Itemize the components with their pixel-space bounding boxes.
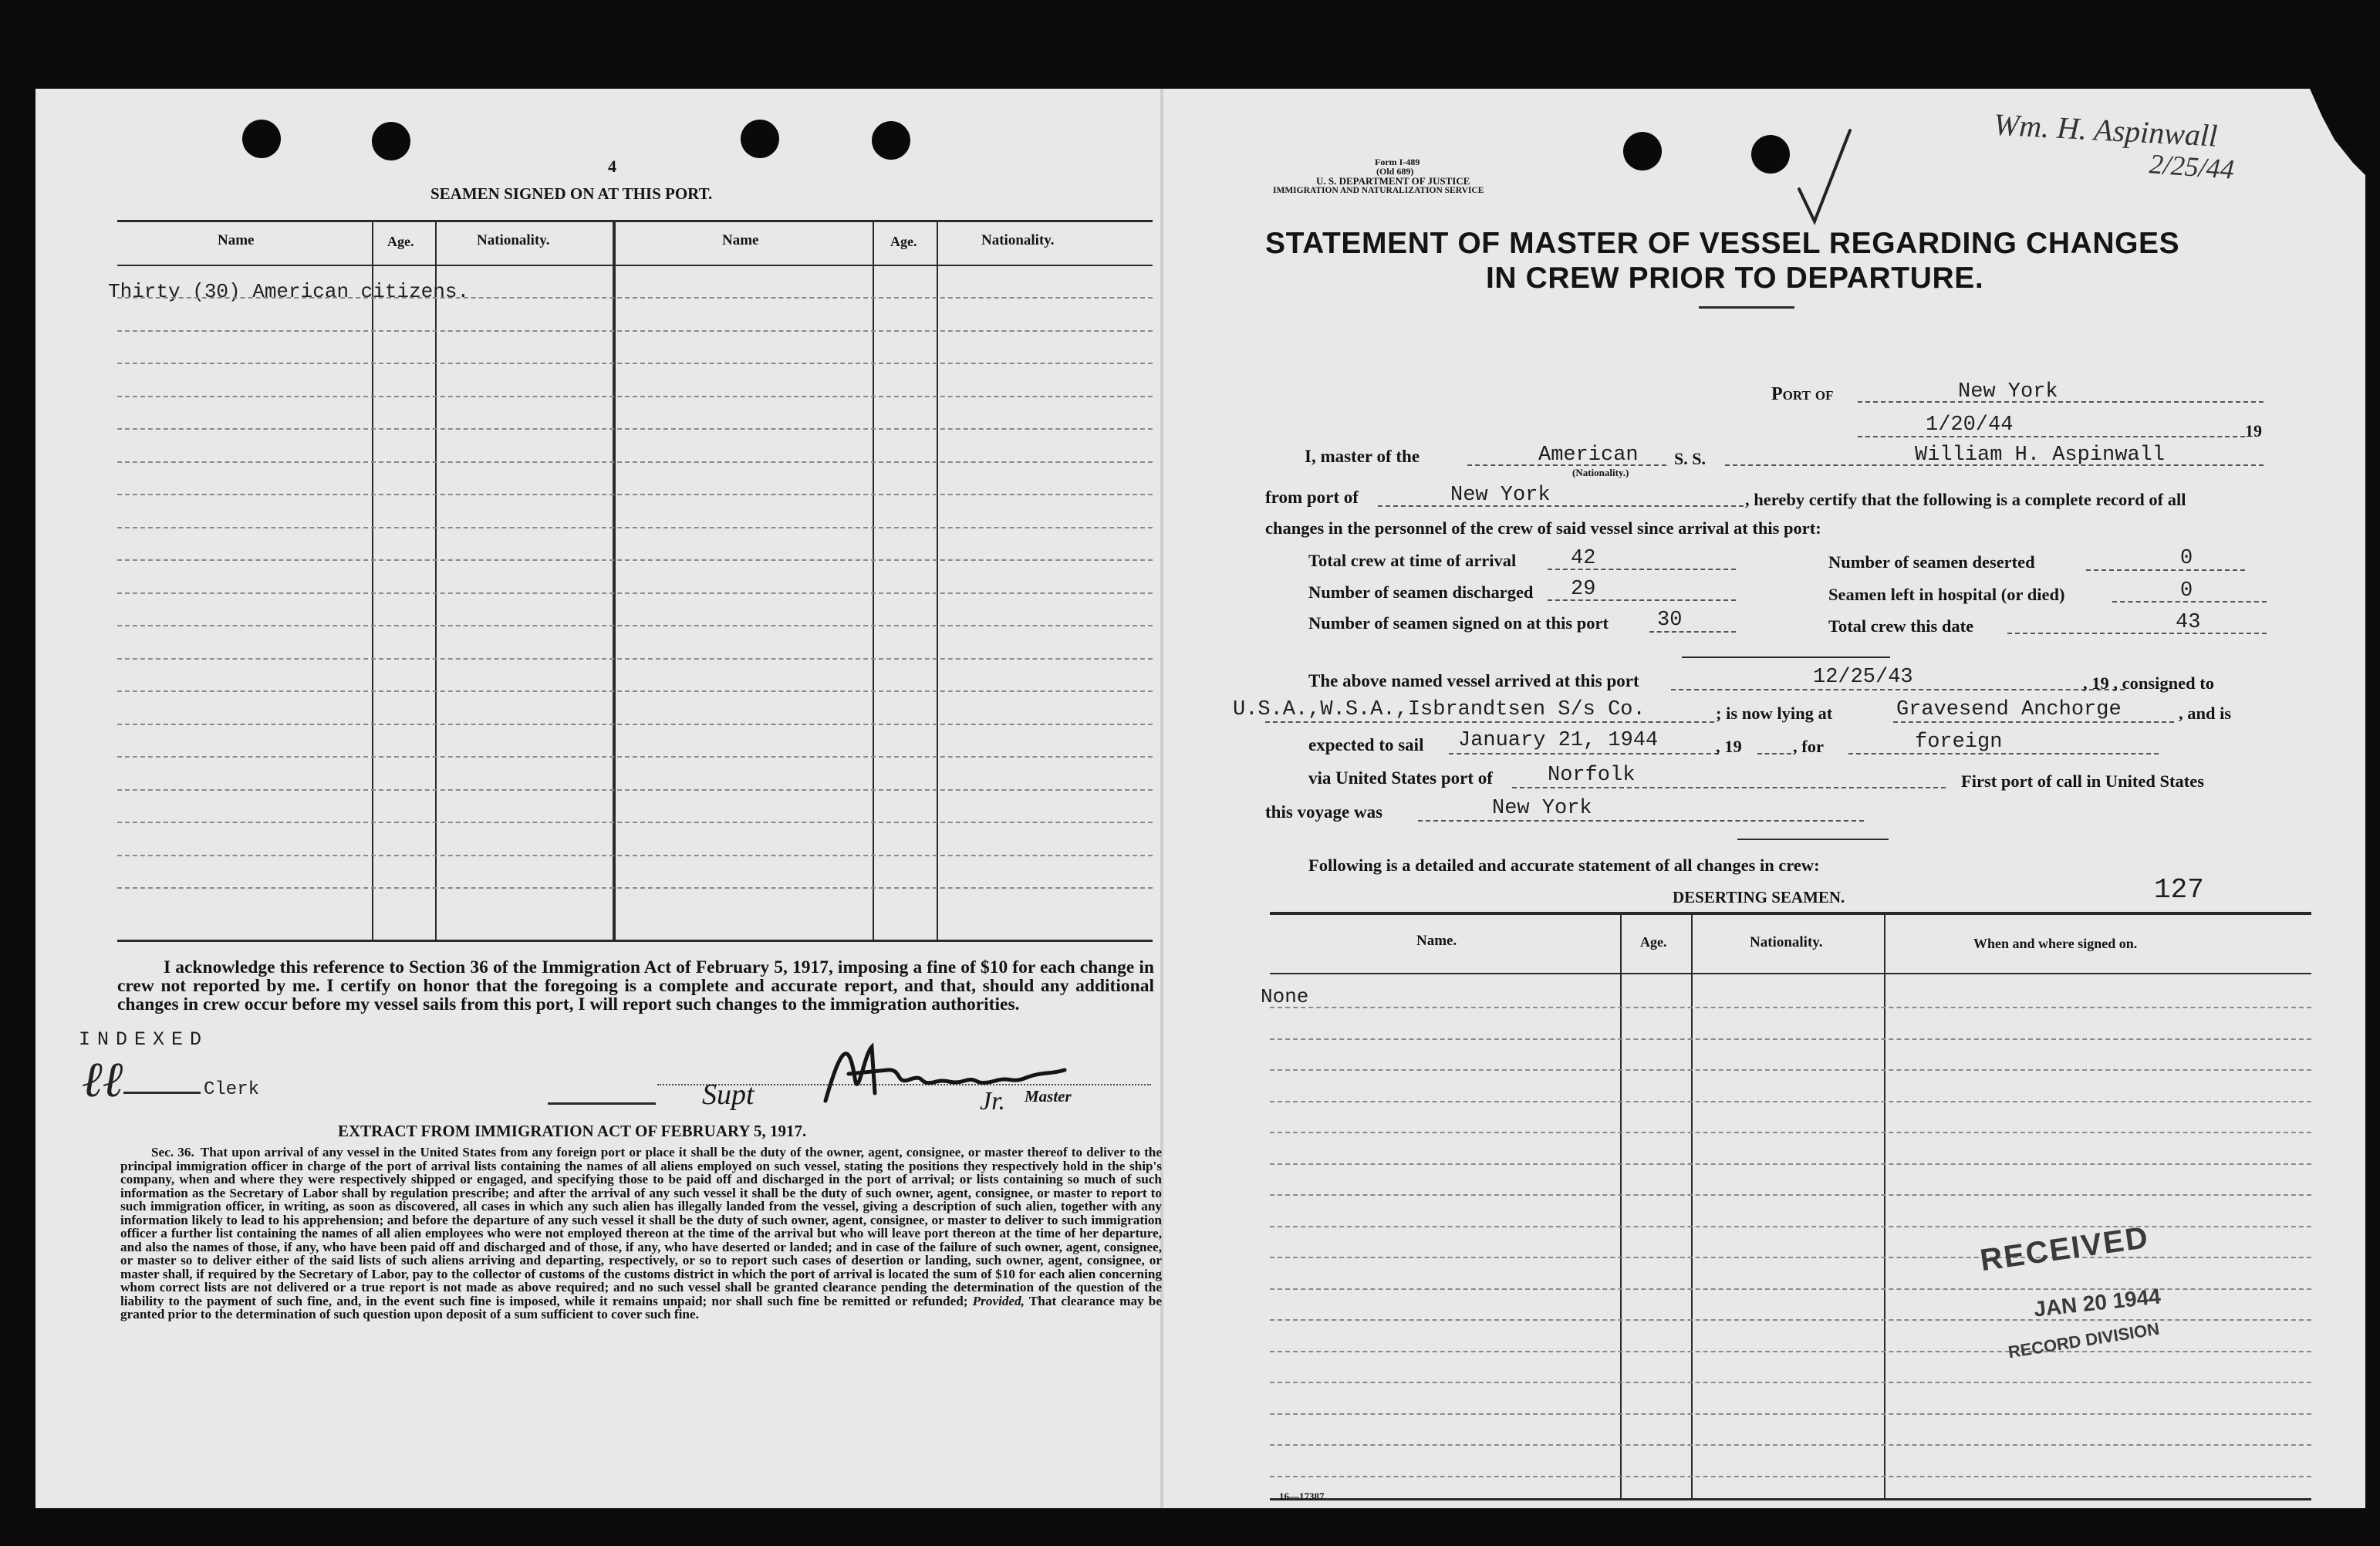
table-row-line — [1270, 1382, 2311, 1383]
nineteen-line — [1757, 753, 1791, 754]
table-row-line — [117, 690, 1153, 692]
master-signature-suffix: Jr. — [980, 1087, 1006, 1116]
extract-provided: Provided, — [972, 1293, 1025, 1308]
column-header: Name — [722, 232, 759, 248]
this-voyage-line — [1418, 820, 1864, 822]
table-row-line — [117, 396, 1153, 397]
first-port-label: First port of call in United States — [1961, 771, 2204, 791]
lying-value: Gravesend Anchorge — [1896, 698, 2122, 721]
following-label: Following is a detailed and accurate statement of all changes in crew: — [1308, 856, 1820, 875]
table-header-rule — [117, 265, 1153, 266]
table-row-line — [117, 887, 1153, 889]
page-stamp-number: 127 — [2154, 874, 2204, 906]
service: IMMIGRATION AND NATURALIZATION SERVICE — [1273, 186, 1484, 195]
total-today-label: Total crew this date — [1828, 616, 1974, 636]
handwritten-date: 2/25/44 — [2148, 148, 2236, 185]
column-header: Name. — [1416, 933, 1457, 949]
punch-hole — [372, 122, 410, 160]
table-row-line — [117, 527, 1153, 528]
via-value: Norfolk — [1548, 764, 1636, 787]
deserting-entry: None — [1261, 985, 1309, 1008]
total-today: 43 — [2176, 611, 2201, 634]
table-row-line — [1270, 1257, 2311, 1258]
table-row-line — [1270, 1069, 2311, 1071]
table-row-line — [1270, 1007, 2311, 1008]
table-top-rule — [117, 220, 1153, 222]
signed-on: 30 — [1657, 609, 1683, 632]
port-line — [1858, 401, 2264, 403]
table-row-line — [117, 592, 1153, 594]
punch-hole — [1623, 132, 1662, 170]
table-top-rule — [1270, 912, 2311, 915]
col-divider — [937, 220, 938, 941]
arrived-label: The above named vessel arrived at this port — [1308, 671, 1639, 690]
section-rule — [1737, 839, 1889, 840]
acknowledgement-text: I acknowledge this reference to Section 36 of the Immigration Act of February 5, 1917, imposing a fine of $10 for each change in crew not reported by me. I certify on honor that the foregoing is a complete and accurate report, and that, should any additional changes in crew occur before my vessel sails from this port, I will report such changes to the immigration authorities. — [117, 957, 1154, 1014]
column-header: Nationality. — [477, 232, 550, 248]
hospital: 0 — [2180, 579, 2193, 603]
table-row-line — [117, 756, 1153, 758]
vessel-value: William H. Aspinwall — [1915, 444, 2166, 467]
column-header: Nationality. — [1750, 934, 1823, 950]
extract-section: Sec. 36. — [151, 1145, 194, 1160]
consignee-value: U.S.A.,W.S.A.,Isbrandtsen S/s Co. — [1233, 698, 1646, 721]
this-voyage-value: New York — [1492, 797, 1592, 820]
date-value: 1/20/44 — [1926, 414, 2014, 437]
table-row-line — [1270, 1226, 2311, 1227]
indexed-stamp: INDEXED — [79, 1028, 209, 1051]
page-number: 4 — [608, 157, 616, 176]
discharged: 29 — [1571, 578, 1596, 601]
consignee-line — [1265, 721, 1714, 723]
column-header: Age. — [1640, 934, 1667, 950]
year-suffix: 19 — [2245, 421, 2262, 441]
via-label: via United States port of — [1308, 768, 1493, 788]
col-divider — [1620, 912, 1622, 1500]
nationality-value: American — [1538, 444, 1639, 467]
table-row-line — [1270, 1351, 2311, 1352]
handwritten-vessel-name: Wm. H. Aspinwall — [1993, 106, 2219, 154]
table-row-line — [1270, 1444, 2311, 1446]
form-number: Form I-489 — [1375, 157, 1420, 167]
port-value: New York — [1958, 380, 2058, 403]
col-divider — [435, 220, 437, 941]
master-signature-line — [548, 1102, 656, 1105]
via-line — [1512, 787, 1946, 788]
clerk-initials: ℓℓ — [82, 1052, 123, 1107]
column-header: Age. — [387, 234, 414, 249]
column-header: Nationality. — [981, 232, 1055, 248]
ss-label: S. S. — [1674, 449, 1706, 468]
discharged-label: Number of seamen discharged — [1308, 582, 1534, 602]
table-row-line — [117, 789, 1153, 791]
extract-tail: That clearance may be granted prior to the determination of such question upon deposit of a sum sufficient to cover such fine. — [120, 1293, 1162, 1322]
clerk-label: Clerk — [204, 1079, 260, 1100]
document-sheet — [35, 89, 2365, 1508]
extract-body: That upon arrival of any vessel in the United States from any foreign port or place it shall be the duty of the owner, agent, consignee, or master thereof to deliver to the principal immigration officer in charge of the port of arrival lists containing the names of all aliens employed on such vessel, stating the positions they respectively hold in the ship's company, when and where they were respectively shipped or engaged, and specifying those to be paid off and discharged in the port of arrival; or lists containing so much of such information as the Secretary of Labor shall by regulation prescribe; and after the arrival of any such vessel it shall be the duty of such owner, agent, consignee, or master to report to such immigration officer, in writing, as soon as discovered, all cases in which any such alien has illegally landed from the vessel, giving a description of such alien, together with any information likely to lead to his apprehension; and before the departure of any such vessel it shall be the duty of such owner, agent, consignee, or master to deliver to such immigration officer a further list containing the names of all alien employees who were not employed thereon at the time of the arrival but who will leave port thereon at the time of her departure, and also the names of those, if any, who have been paid off and discharged and of those, if any, who have deserted or landed; and in case of the failure of such owner, agent, consignee, or master so to deliver either of the said lists of such aliens arriving and departing, respectively, or so to report such cases of desertion or landing, such owner, agent, consignee, or master shall, if required by the Secretary of Labor, pay to the collector of customs of the customs district in which the port of arrival is located the sum of $10 for each alien concerning whom correct lists are not delivered or a true report is not made as above required; and no such vessel shall be granted clearance pending the determination of the question of the liability to the payment of such fine, and, in the event such fine is imposed, while it remains unpaid; nor shall such fine be remitted or refunded; — [120, 1145, 1162, 1308]
total-crew-arrival-label: Total crew at time of arrival — [1308, 551, 1517, 570]
table-row-line — [117, 330, 1153, 332]
crew-entry: Thirty (30) American citizens. — [108, 280, 470, 303]
expected-value: January 21, 1944 — [1458, 729, 1659, 752]
lying-label: ; is now lying at — [1716, 704, 1833, 723]
table-row-line — [117, 363, 1153, 364]
master-label: Master — [1025, 1087, 1072, 1105]
table-row-line — [1270, 1163, 2311, 1165]
table-row-line — [1270, 1132, 2311, 1133]
department: U. S. DEPARTMENT OF JUSTICE — [1316, 175, 1470, 187]
for-label: , for — [1793, 737, 1824, 756]
print-code: 16—17387 — [1279, 1490, 1325, 1502]
table-row-line — [117, 658, 1153, 660]
arrived-line — [1671, 689, 2125, 690]
arrived-value: 12/25/43 — [1813, 666, 1913, 689]
col-divider — [873, 220, 874, 941]
punch-hole — [242, 120, 281, 158]
col-divider — [613, 220, 616, 941]
table-row-line — [117, 461, 1153, 463]
changes-text: changes in the personnel of the crew of said vessel since arrival at this port: — [1265, 518, 1821, 538]
table-row-line — [117, 297, 1153, 299]
col-divider — [1884, 912, 1885, 1500]
col-divider — [372, 220, 373, 941]
from-port-label: from port of — [1265, 488, 1359, 507]
punch-hole — [872, 121, 910, 160]
consigned-label: , 19 , consigned to — [2083, 673, 2215, 693]
table-row-line — [1270, 1038, 2311, 1040]
punch-hole — [741, 120, 779, 158]
table-row-line — [1270, 1476, 2311, 1477]
table-row-line — [1270, 1101, 2311, 1102]
form-title-line1: STATEMENT OF MASTER OF VESSEL REGARDING CHANGES — [1265, 227, 2180, 260]
column-header: When and where signed on. — [1973, 936, 2138, 951]
extract-text — [120, 1146, 1162, 1322]
table-row-line — [117, 855, 1153, 856]
lying-line — [1893, 721, 2174, 723]
expected-label: expected to sail — [1308, 735, 1424, 754]
table-row-line — [117, 428, 1153, 430]
table-bottom-rule — [117, 940, 1153, 942]
title-underline — [1699, 306, 1794, 309]
total-crew-arrival: 42 — [1571, 547, 1596, 570]
received-date: JAN 20 1944 — [2032, 1284, 2162, 1322]
from-port-line — [1378, 505, 1744, 507]
nationality-caption: (Nationality.) — [1572, 467, 1629, 478]
punch-hole — [1751, 135, 1790, 174]
deserted: 0 — [2180, 547, 2193, 570]
received-stamp: RECEIVED — [1977, 1220, 2152, 1278]
record-division: RECORD DIVISION — [2007, 1318, 2161, 1362]
deserting-heading: DESERTING SEAMEN. — [1673, 888, 1845, 906]
port-label: Port of — [1771, 384, 1834, 404]
master-signature-prefix: Supt — [702, 1078, 755, 1111]
form-title-line2: IN CREW PRIOR TO DEPARTURE. — [1486, 262, 1984, 295]
table-row-line — [1270, 1413, 2311, 1415]
table-row-line — [117, 822, 1153, 823]
column-header: Name — [218, 232, 255, 248]
deserted-line — [2086, 569, 2245, 571]
col-divider — [1691, 912, 1693, 1500]
torn-corner — [2310, 89, 2365, 181]
hospital-label: Seamen left in hospital (or died) — [1828, 585, 2065, 604]
table-row-line — [117, 724, 1153, 725]
master-of-label: I, master of the — [1305, 447, 1420, 466]
for-value: foreign — [1915, 731, 2003, 754]
table-row-line — [1270, 1194, 2311, 1196]
certify-text: , hereby certify that the following is a complete record of all — [1745, 490, 2186, 509]
clerk-line — [123, 1092, 201, 1094]
from-port-value: New York — [1450, 484, 1551, 507]
table-header-rule — [1270, 973, 2311, 974]
column-header: Age. — [890, 234, 917, 249]
nineteen-label: , 19 — [1716, 737, 1742, 756]
for-line — [1848, 753, 2159, 754]
table-row-line — [117, 494, 1153, 495]
signed-on-label: Number of seamen signed on at this port — [1308, 613, 1609, 633]
this-voyage-label: this voyage was — [1265, 802, 1383, 822]
check-mark — [1794, 127, 1856, 228]
table-row-line — [117, 625, 1153, 626]
and-is: , and is — [2179, 704, 2232, 723]
expected-line — [1449, 753, 1719, 754]
section-rule — [1682, 657, 1890, 658]
form-old-number: (Old 689) — [1376, 166, 1414, 177]
left-heading: SEAMEN SIGNED ON AT THIS PORT. — [430, 184, 713, 203]
extract-heading: EXTRACT FROM IMMIGRATION ACT OF FEBRUARY 5, 1917. — [338, 1122, 807, 1140]
date-line — [1858, 436, 2245, 437]
deserted-label: Number of seamen deserted — [1828, 552, 2035, 572]
table-bottom-rule — [1270, 1498, 2311, 1500]
total-today-line — [2007, 633, 2267, 634]
table-row-line — [117, 559, 1153, 561]
